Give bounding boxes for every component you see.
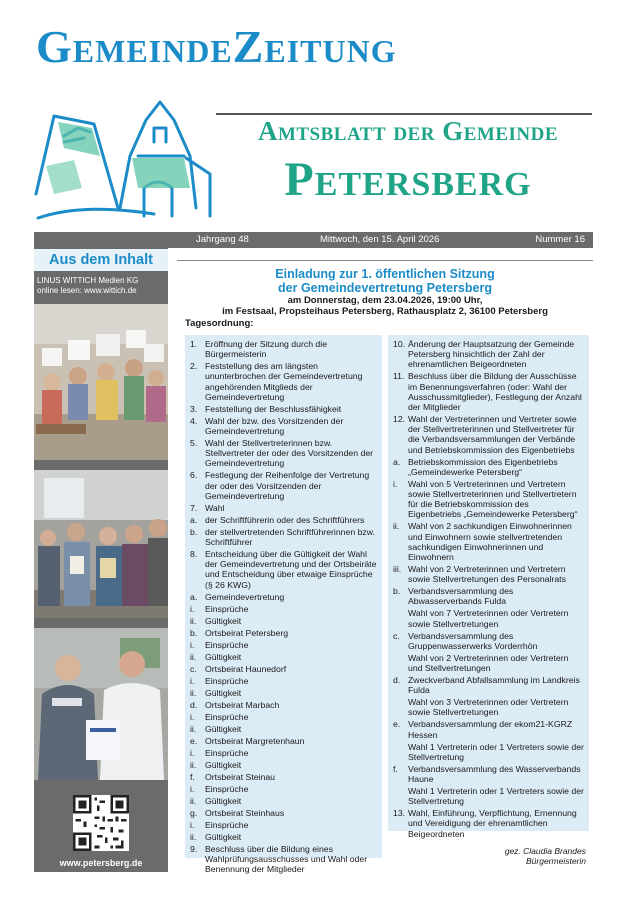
- agenda-item-text: Einsprüche: [205, 639, 249, 650]
- agenda-item-number: 1.: [190, 339, 198, 349]
- agenda-item-text: Einsprüche: [205, 819, 249, 830]
- publisher-info: [37, 276, 167, 296]
- volume-label: Jahrgang 48: [196, 234, 249, 245]
- agenda-item: [190, 592, 377, 602]
- article-panel: [177, 260, 593, 873]
- agenda-item-number: b.: [190, 526, 198, 537]
- agenda-item-number: i.: [190, 639, 195, 650]
- agenda-item-text: Wahl von 2 Vertreterinnen und Vertretern sowie Stellvertretungen des Personalrats: [408, 564, 566, 585]
- agenda-item: [393, 742, 584, 762]
- agenda-item-text: Wahl 1 Vertreterin oder 1 Vertreters sowie der Stellvertretung: [408, 741, 584, 762]
- agenda-item-number: 11.: [393, 371, 405, 382]
- agenda-item-text: Eröffnung der Sitzung durch die Bürgermeisterin: [205, 339, 328, 360]
- photo-group-certificates: [34, 470, 168, 618]
- masthead-title: GemeindeZeitung: [36, 21, 397, 72]
- header-divider: [216, 113, 592, 115]
- agenda-item-text: Beschluss über die Bildung der Ausschüsse im Benennungsverfahren (oder: Wahl der Ausschussmitglieder), Festlegung der Anzahl der Mitglieder: [408, 371, 582, 413]
- agenda-item-number: [393, 608, 408, 628]
- agenda-item: [393, 371, 584, 412]
- agenda-item-text: Wahl 1 Vertreterin oder 1 Vertreters sowie der Stellvertretung: [408, 786, 584, 807]
- qr-code-icon: [73, 795, 129, 851]
- website-link[interactable]: www.petersberg.de: [59, 858, 143, 868]
- subtitle: Amtsblatt der Gemeinde: [257, 116, 559, 146]
- agenda-item-number: i.: [190, 783, 195, 794]
- agenda-item-text: Einsprüche: [205, 783, 249, 794]
- agenda-item: [190, 712, 377, 722]
- agenda-item: [393, 631, 584, 651]
- meeting-date: am Donnerstag, dem 23.04.2026, 19:00 Uhr,: [287, 295, 483, 306]
- agenda-item-number: [393, 653, 408, 673]
- agenda-item-text: Wahl von 7 Vertreterinnen oder Vertretern sowie Stellvertretungen: [408, 608, 569, 629]
- agenda-item-text: Wahl von 3 Vertreterinnen oder Vertretern sowie Stellvertretungen: [408, 697, 569, 718]
- agenda-item-text: Gemeindevertretung: [205, 591, 285, 602]
- agenda-item-text: Wahl, Einführung, Verpflichtung, Ernennung und Vereidigung der ehrenamtlichen Beigeordneten: [408, 808, 577, 839]
- signature-name: gez. Claudia Brandes: [504, 846, 586, 856]
- agenda-item-number: 2.: [190, 361, 198, 372]
- agenda-item-text: Zweckverband Abfallsammlung im Landkreis Fulda: [408, 675, 580, 696]
- agenda-item-number: b.: [190, 627, 198, 638]
- agenda-column-right: [388, 335, 589, 839]
- agenda-item-text: Wahl von 2 sachkundigen Einwohnerinnen und Einwohnern sowie stellvertretenden sachkundigen Einwohnerinnen und Einwohnern: [408, 521, 572, 563]
- agenda-item-text: Änderung der Hauptsatzung der Gemeinde Petersberg hinsichtlich der Zahl der ehrenamtlichen Beigeordneten: [408, 339, 575, 370]
- agenda-item: [393, 764, 584, 784]
- agenda-item-number: i.: [190, 819, 195, 830]
- agenda-item-number: ii.: [190, 687, 197, 698]
- agenda-item-text: Gültigkeit: [205, 723, 242, 734]
- agenda-item-text: Einsprüche: [205, 747, 249, 758]
- agenda-item-number: iii.: [393, 564, 402, 575]
- publisher-name: LINUS WITTICH Medien KG: [37, 276, 139, 285]
- agenda-item-text: Gültigkeit: [205, 759, 242, 770]
- agenda-item: [393, 786, 584, 806]
- agenda-item: [393, 697, 584, 717]
- agenda-item: [190, 527, 377, 547]
- agenda-item-number: e.: [190, 735, 198, 746]
- agenda-item-text: Ortsbeirat Steinhaus: [205, 807, 285, 818]
- agenda-item: [393, 479, 584, 520]
- agenda-item-number: a.: [393, 456, 401, 467]
- agenda-item-text: Festlegung der Reihenfolge der Vertretung der oder des Vorsitzenden der Gemeindevertretung: [205, 470, 370, 501]
- agenda-item-text: Ortsbeirat Steinau: [205, 771, 276, 782]
- agenda-item: [190, 616, 377, 626]
- agenda-item-number: a.: [190, 514, 198, 525]
- agenda-item: [190, 339, 377, 359]
- article-header: [185, 267, 585, 329]
- agenda-item-text: der Schriftführerin oder des Schriftführers: [205, 514, 365, 525]
- agenda-item-text: Verbandsversammlung des Wasserverbands Haune: [408, 763, 581, 785]
- issue-date: Mittwoch, den 15. April 2026: [320, 234, 440, 245]
- agenda-item: [190, 724, 377, 734]
- agenda-item-text: Einsprüche: [205, 603, 249, 614]
- agenda-item-number: ii.: [393, 521, 400, 532]
- agenda-item-text: Gültigkeit: [205, 687, 242, 698]
- agenda-item-text: Wahl der Stellvertreterinnen bzw. Stellvertreter der oder des Vorsitzenden der Gemeindevertretung: [205, 438, 374, 469]
- agenda-item-number: g.: [190, 807, 198, 818]
- agenda-item-number: 5.: [190, 438, 198, 449]
- agenda-item-number: 13.: [393, 808, 406, 819]
- photo-men-certificate: [34, 628, 168, 780]
- agenda-item-text: Ortsbeirat Petersberg: [205, 627, 289, 638]
- agenda-item: [393, 457, 584, 477]
- agenda-item-number: i.: [190, 603, 195, 614]
- agenda-item-text: Beschluss über die Bildung eines Wahlprüfungsausschusses und Wahl oder Benennung der Mitglieder: [205, 843, 368, 875]
- agenda-item: [190, 796, 377, 806]
- agenda-item-text: Feststellung des am längsten ununterbrochen der Gemeindevertretung angehörenden Mitglieds der Gemeindevertretung: [205, 361, 363, 402]
- agenda-item: [393, 564, 584, 584]
- agenda-item: [190, 760, 377, 770]
- issue-info-bar: [34, 232, 593, 248]
- agenda-item: [190, 404, 377, 414]
- agenda-item: [190, 361, 377, 402]
- agenda-item-number: d.: [393, 675, 401, 686]
- agenda-item-text: Wahl der bzw. des Vorsitzenden der Gemeindevertretung: [205, 415, 344, 437]
- agenda-item: [393, 339, 584, 370]
- agenda-item: [190, 676, 377, 686]
- agenda-item-number: i.: [190, 675, 195, 686]
- agenda-item-number: 12.: [393, 414, 406, 425]
- agenda-item-text: Gültigkeit: [205, 831, 242, 842]
- agenda-item: [190, 438, 377, 469]
- agenda-item: [190, 416, 377, 436]
- signature-title: Bürgermeisterin: [526, 856, 586, 866]
- publisher-url: online lesen: www.wittich.de: [37, 286, 137, 295]
- contents-heading: Aus dem Inhalt: [34, 249, 168, 271]
- agenda-item: [190, 549, 377, 590]
- agenda-item: [190, 784, 377, 794]
- agenda-item-text: Gültigkeit: [205, 795, 242, 806]
- agenda-item-text: Gültigkeit: [205, 615, 242, 626]
- agenda-item-number: ii.: [190, 651, 197, 662]
- article-title-line2: der Gemeindevertretung Petersberg: [278, 281, 492, 295]
- agenda-item: [190, 652, 377, 662]
- agenda-item: [393, 586, 584, 606]
- agenda-item-number: c.: [190, 663, 197, 674]
- agenda-item-text: Ortsbeirat Marbach: [205, 699, 280, 710]
- agenda-item: [393, 675, 584, 695]
- agenda-item-number: 9.: [190, 843, 198, 854]
- agenda-item-number: i.: [393, 478, 398, 489]
- agenda-item: [190, 736, 377, 746]
- agenda-item-number: a.: [190, 591, 198, 602]
- agenda-column-left: [185, 335, 382, 875]
- agenda-item-text: Gültigkeit: [205, 651, 242, 662]
- agenda-item-number: 4.: [190, 415, 198, 426]
- agenda-item: [190, 808, 377, 818]
- agenda-item-text: Feststellung der Beschlussfähigkeit: [205, 403, 342, 414]
- agenda-item: [190, 628, 377, 638]
- agenda-item-text: Ortsbeirat Margretenhaun: [205, 735, 305, 746]
- agenda-item-text: Einsprüche: [205, 711, 249, 722]
- agenda-item-text: Einsprüche: [205, 675, 249, 686]
- agenda-item-number: d.: [190, 699, 198, 710]
- issue-number: Nummer 16: [535, 234, 585, 245]
- agenda-item: [393, 808, 584, 839]
- agenda-item: [190, 844, 377, 875]
- agenda-item-number: i.: [190, 747, 195, 758]
- agenda-item: [393, 521, 584, 562]
- agenda-item: [190, 832, 377, 842]
- agenda-item-number: e.: [393, 719, 401, 730]
- agenda-item-number: 8.: [190, 549, 198, 560]
- agenda-item-text: Ortsbeirat Haunedorf: [205, 663, 287, 674]
- agenda-item: [393, 719, 584, 739]
- agenda-item-number: c.: [393, 630, 400, 641]
- agenda-item-text: Wahl von 2 Vertreterinnen oder Vertretern und Stellvertretungen: [408, 652, 569, 674]
- agenda-item: [190, 772, 377, 782]
- town-name: Petersberg: [284, 153, 532, 206]
- agenda-item-number: 7.: [190, 502, 198, 513]
- petersberg-logo-icon: [34, 96, 214, 224]
- agenda-item-text: Wahl: [205, 502, 225, 513]
- agenda-item: [393, 414, 584, 455]
- agenda-item-number: [393, 786, 408, 806]
- agenda-item: [190, 515, 377, 525]
- agenda-item-number: ii.: [190, 723, 197, 734]
- agenda-item-text: der stellvertretenden Schriftführerinnen bzw. Schriftführer: [205, 526, 375, 548]
- agenda-item: [190, 700, 377, 710]
- agenda-item-number: ii.: [190, 759, 197, 770]
- signature: [388, 846, 586, 866]
- agenda-item-number: 3.: [190, 403, 198, 414]
- agenda-item: [190, 470, 377, 501]
- agenda-item-number: f.: [393, 763, 398, 774]
- agenda-item-text: Verbandsversammlung des Abwasserverbands Fulda: [408, 586, 514, 607]
- agenda-item: [190, 640, 377, 650]
- agenda-item: [393, 653, 584, 673]
- agenda-item-number: [393, 697, 408, 717]
- agenda-item-text: Verbandsversammlung des Gruppenwasserwerks Vorderrhön: [408, 630, 538, 651]
- agenda-item-text: Wahl der Vertreterinnen und Vertreter sowie der Stellvertreterinnen und Stellvertreter für die Verbandsversammlungen der Verbände und Betriebskommission des Eigenbetriebs: [408, 414, 577, 455]
- agenda-item-number: 6.: [190, 470, 198, 481]
- meeting-place: im Festsaal, Propsteihaus Petersberg, Rathausplatz 2, 36100 Petersberg: [222, 306, 548, 317]
- agenda-item: [190, 688, 377, 698]
- agenda-item-text: Betriebskommission des Eigenbetriebs „Gemeindewerke Petersberg“: [408, 456, 558, 477]
- agenda-item: [190, 664, 377, 674]
- agenda-item: [190, 820, 377, 830]
- agenda-item-text: Verbandsversammlung der ekom21-KGRZ Hessen: [408, 719, 573, 740]
- agenda-item-number: ii.: [190, 615, 197, 626]
- agenda-item-text: Wahl von 5 Vertreterinnen und Vertretern sowie Stellvertreterinnen und Stellvertretern für die Betriebskommission des Eigenbetriebs „Gemeindewerke Petersberg“: [408, 478, 578, 520]
- agenda-item: [190, 748, 377, 758]
- agenda-item-number: ii.: [190, 795, 197, 806]
- article-title-line1: Einladung zur 1. öffentlichen Sitzung: [275, 267, 495, 281]
- agenda-item-number: [393, 742, 408, 762]
- agenda-item-number: i.: [190, 711, 195, 722]
- agenda-item: [393, 608, 584, 628]
- agenda-item-number: b.: [393, 586, 401, 597]
- agenda-item-number: ii.: [190, 831, 197, 842]
- agenda-item-number: f.: [190, 771, 195, 782]
- agenda-item: [190, 604, 377, 614]
- agenda-item-text: Entscheidung über die Gültigkeit der Wahl der Gemeindevertretung und der Ortsbeiräte und Entscheidung über etwaige Einsprüche (§ 26 KWG): [205, 549, 377, 590]
- photo-children-drawings: [34, 304, 168, 460]
- agenda-item-number: 10.: [393, 339, 406, 349]
- agenda-label: Tagesordnung:: [185, 318, 254, 329]
- agenda-item: [190, 503, 377, 513]
